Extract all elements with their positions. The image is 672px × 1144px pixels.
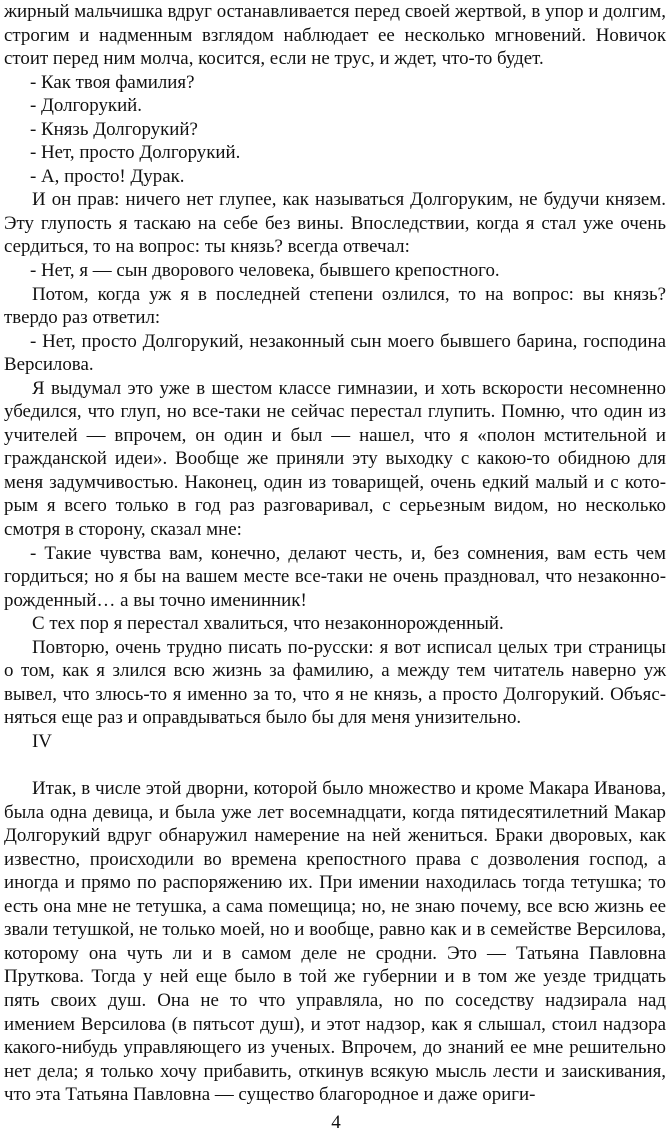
paragraph: С тех пор я перестал хвалиться, что незаконнорожденный. <box>32 613 504 635</box>
dialogue-line: - Долгорукий. <box>30 95 143 117</box>
dialogue-line: - А, просто! Дурак. <box>30 165 185 187</box>
paragraph: Повторю, очень трудно писать по-русски: я вот исписал целых три страницы о том, как я злился всю жизнь за фамилию, а между тем читатель наверно уж вывел, что злюсь-то я именно за то, что я не князь, а просто Долгорукий. Объясняться еще раз и оправдываться было бы для меня унизительно. <box>4 636 666 729</box>
chapter-spacer <box>4 754 666 778</box>
chapter-heading: IV <box>32 730 52 752</box>
paragraph: Итак, в числе этой дворни, которой было множество и кроме Макара Иванова, была одна девица, и была уже лет восемнадцати, когда пятидесятилетний Макар Долгорукий вдруг обнаружил намерение на ней жениться. Браки дворовых, как известно, происходили во времена крепостного права с дозволения господ, а иногда и прямо по распоряжению их. При имении находилась тогда тетушка; то есть она мне не тетушка, а сама помещица; но, не знаю почему, все всю жизнь ее звали тетушкой, не только моей, но и вообще, равно как и в семействе Версилова, которому она чуть ли и в самом деле не сродни. Это — Татьяна Павловна Пруткова. Тогда у ней еще было в той же губернии и в том же уезде тридцать пять своих душ. Она не то что управляла, но по соседству надзирала над имением Версилова (в пятьсот душ), и этот надзор, как я слышал, стоил надзора какого-нибудь управляющего из ученых. Впрочем, до знаний ее мне решительно нет дела; я только хочу прибавить, откинув всякую мысль лести и заискивания, что эта Татьяна Павловна — существо благородное и даже ориги- <box>4 778 666 1106</box>
dialogue-line: - Нет, просто Долгорукий, незаконный сын моего бывшего барина, господина Версилова. <box>4 330 666 376</box>
dialogue-line: - Нет, просто Долгорукий. <box>30 142 241 164</box>
dialogue-line: - Как твоя фамилия? <box>30 71 195 93</box>
paragraph: Я выдумал это уже в шестом классе гимназии, и хоть вскорости несомненно убедился, что глуп, но все-таки не сейчас перестал глупить. Помню, что один из учителей — впрочем, он один и был — нашел, что я «полон мстительной и гражданской идеи». Вообще же приняли эту выходку с какою-то обидною для меня задумчивостью. Наконец, один из товарищей, очень едкий малый и с которым я всего только в год раз разговаривал, с серьезным видом, но несколько смотря в сторону, сказал мне: <box>4 377 666 541</box>
paragraph: Потом, когда уж я в последней степени озлился, то на вопрос: вы князь? твердо раз ответил: <box>4 283 666 329</box>
dialogue-line: - Князь Долгорукий? <box>30 118 198 140</box>
book-page <box>4 0 666 1107</box>
page-number: 4 <box>331 1112 341 1133</box>
paragraph: И он прав: ничего нет глупее, как называться Долгоруким, не будучи князем. Эту глупость я таскаю на себе без вины. Впоследствии, когда я стал уже очень сердиться, то на вопрос: ты князь? всегда отвечал: <box>4 189 666 258</box>
dialogue-line: - Такие чувства вам, конечно, делают честь, и, без сомнения, вам есть чем гордиться; но я бы на вашем месте все-таки не очень праздновал, что незаконнорожденный… а вы точно именинник! <box>4 542 666 611</box>
dialogue-line: - Нет, я — сын дворового человека, бывшего крепостного. <box>30 260 500 282</box>
paragraph: жирный мальчишка вдруг останавливается перед своей жертвой, в упор и долгим, строгим и надменным взглядом наблюдает ее несколько мгновений. Новичок стоит перед ним молча, косится, если не трус, и ждет, что-то будет. <box>4 1 666 70</box>
